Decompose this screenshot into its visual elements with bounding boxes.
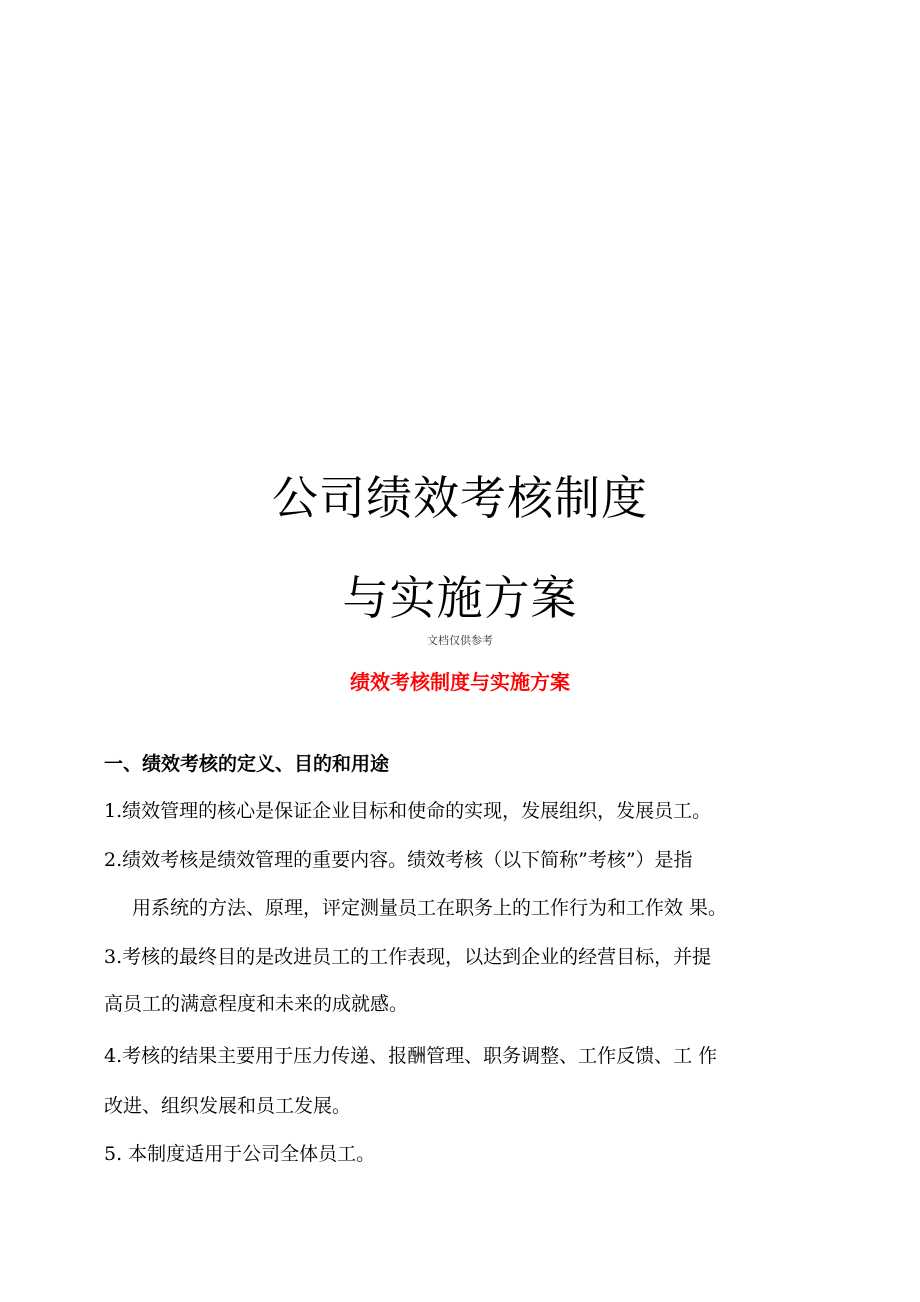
- paragraph-item-3-line-1: 3.考核的最终目的是改进员工的工作表现，以达到企业的经营目标，并提: [104, 946, 712, 968]
- paragraph-item-4-line-1: 4.考核的结果主要用于压力传递、报酬管理、职务调整、工作反馈、工 作: [104, 1045, 718, 1067]
- paragraph-item-1: 1.绩效管理的核心是保证企业目标和使命的实现，发展组织，发展员工。: [104, 800, 712, 822]
- section-heading: 一、绩效考核的定义、目的和用途: [104, 753, 390, 775]
- cover-title-line-2: 与实施方案: [342, 571, 578, 625]
- document-title: 绩效考核制度与实施方案: [350, 670, 570, 694]
- reference-note: 文档仅供参考: [427, 634, 493, 647]
- paragraph-item-2-line-1: 2.绩效考核是绩效管理的重要内容。绩效考核（以下简称”考核”）是指: [104, 849, 693, 871]
- paragraph-item-3-line-2: 高员工的满意程度和未来的成就感。: [104, 993, 409, 1015]
- paragraph-item-5: 5. 本制度适用于公司全体员工。: [104, 1143, 376, 1165]
- paragraph-item-4-line-2: 改进、组织发展和员工发展。: [104, 1095, 352, 1117]
- cover-title-line-1: 公司绩效考核制度: [272, 471, 648, 525]
- paragraph-item-2-line-2: 用系统的方法、原理，评定测量员工在职务上的工作行为和工作效 果。: [132, 897, 728, 919]
